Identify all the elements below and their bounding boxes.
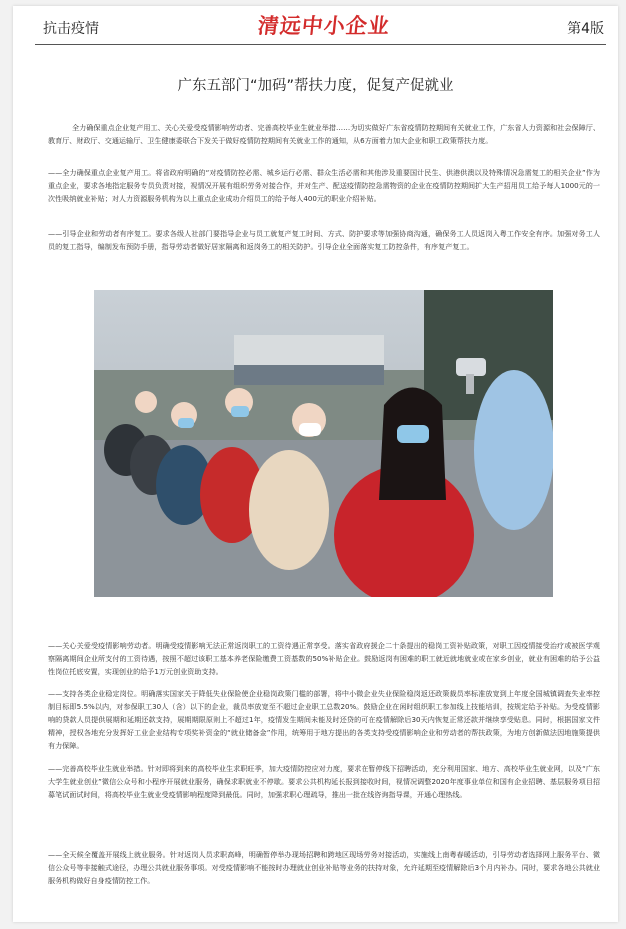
- article-paragraph: ——全天候全覆盖开展线上就业服务。针对返岗人员求职高峰，明确暂停举办现场招聘和跨地区现场劳务对接活动，实施线上南粤春暖活动，引导劳动者选择网上服务平台、微信公众号等非接触式途径，办理公共就业服务事项。对受疫情影响不能按时办理就业创业补贴等业务的扶持对象，允许延期至疫情解除后3个月内补办。同时，要求各地公共就业服务机构做好自身疫情防控工作。: [48, 850, 600, 885]
- news-photo: [94, 290, 553, 597]
- article-paragraph: ——关心关爱受疫情影响劳动者。明确受疫情影响无法正常返岗职工的工资待遇正常享受。落实省政府援企二十条提出的稳岗工资补贴政策，对职工因疫情接受治疗或被医学观察隔离期间企业所支付的工资待遇，按照不超过该职工基本养老保险缴费工资基数的50%补贴企业。鼓励返岗有困难的职工就近就地就业或在家乡创业，就业有困难的给予公益性岗位托底安置，实现创业的给予1万元创业资助支持。: [48, 641, 600, 676]
- page-number: 第4版: [567, 21, 604, 37]
- article-paragraph: ——引导企业和劳动者有序复工。要求各级人社部门要指导企业与员工就复产复工时间、方式、防护要求等加强协商沟通，确保务工人员返岗入粤工作安全有序。加强对务工人员的复工指导，编制发布预防手册，指导劳动者做好居家隔离和返岗务工的相关防护。引导企业全面落实复工防控条件，有序复产复工。: [48, 229, 600, 251]
- newspaper-page: [13, 6, 618, 922]
- section-label: 抗击疫情: [43, 21, 99, 37]
- article-title: 广东五部门“加码”帮扶力度，促复产促就业: [177, 78, 454, 94]
- header-divider: [35, 44, 606, 45]
- article-paragraph: ——支持各类企业稳定岗位。明确落实国家关于降低失业保险使企业稳岗政策门槛的部署，将中小微企业失业保险稳岗返还政策裁员率标准放宽到上年度全国城镇调查失业率控制目标即5.5%以内，对参保职工30人（含）以下的企业，裁员率放宽至不超过企业职工总数20%。鼓励企业在闲时组织职工参加线上技能培训，按规定给予补贴。为受疫情影响的贷款人员提供展期和延期还款支持，展期期限原则上不超过1年，疫情发生期间未能及时还贷的可在疫情解除后30天内恢复正常还款并继续享受贴息。同时，根据国家文件精神，授权各地充分发挥好工业企业结构专项奖补资金的“就业储备金”作用，统筹用于地方提出的各类支持受疫情影响企业和劳动者的帮扶政策，为地方创新做法因地施策提供有力保障。: [48, 689, 600, 750]
- article-paragraph: ——完善高校毕业生就业举措。针对即将到来的高校毕业生求职旺季，加大疫情防控应对力度，要求在暂停线下招聘活动，充分利用国家、地方、高校毕业生就业网，以及“广东大学生就业创业”微信公众号和小程序开展就业服务，确保求职就业不停歇。要求公共机构延长报到接收时间，视情况调整2020年度事业单位和国有企业招聘、基层服务项目招募笔试面试时间，将高校毕业生就业受疫情影响程度降到最低。同时，加强求职心理疏导，推出一批在线咨询指导课，开通心理热线。: [48, 764, 600, 799]
- article-paragraph: 全力确保重点企业复产用工、关心关爱受疫情影响劳动者、完善高校毕业生就业举措……为切实做好广东省疫情防控期间有关就业工作，广东省人力资源和社会保障厅、教育厅、财政厅、交通运输厅、卫生健康委联合下发关于做好疫情防控期间有关就业工作的通知，从6方面着力加大企业和职工政策帮扶力度。: [48, 123, 600, 145]
- article-paragraph: ——全力确保重点企业复产用工。将省政府明确的“对疫情防控必需、城乡运行必需、群众生活必需和其他涉及重要国计民生、供港供澳以及特殊情况急需复工的相关企业”作为重点企业，要求各地指定服务专员负责对接，视情况开展有组织劳务对接合作，并对生产、配送疫情防控急需物资的企业在疫情防控期间扩大生产招用员工给予每人1000元的一次性吸纳就业补贴；对人力资源服务机构为以上重点企业成功介绍员工的给予每人400元的职业介绍补贴。: [48, 168, 600, 203]
- newspaper-logo: 清远中小企业: [256, 13, 392, 38]
